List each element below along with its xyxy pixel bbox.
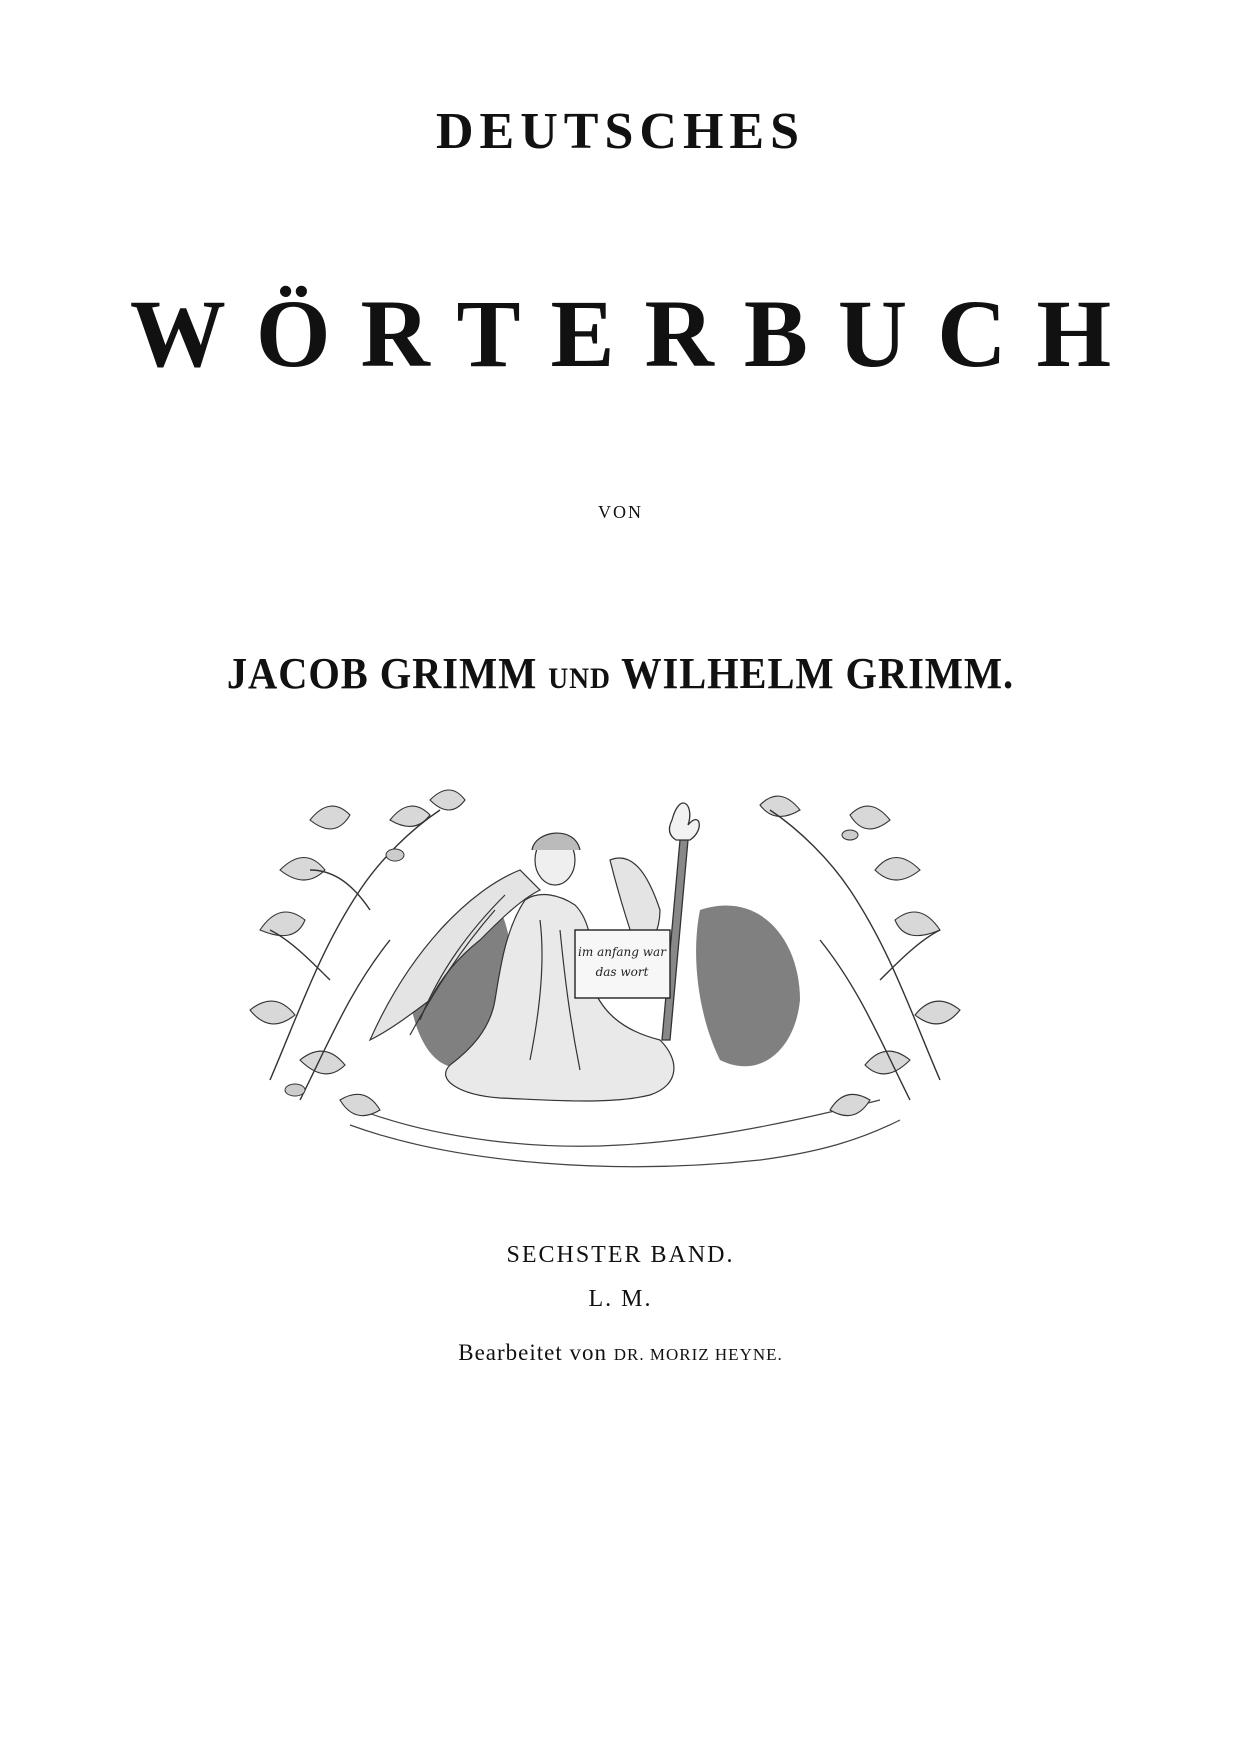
editor-title: DR.	[613, 1345, 650, 1364]
author-wilhelm: WILHELM GRIMM.	[621, 649, 1015, 698]
volume-band: SECHSTER BAND.	[506, 1242, 735, 1268]
byline-von: VON	[598, 502, 643, 522]
title-line-1: DEUTSCHES	[436, 103, 805, 160]
tablet-text-1: im anfang war	[578, 945, 666, 959]
author-und: UND	[548, 662, 611, 695]
editor-line	[0, 1340, 1241, 1366]
volume-letters: L. M.	[588, 1286, 653, 1312]
angel-vignette-illustration	[240, 780, 980, 1210]
editor-first-name: MORIZ	[649, 1345, 715, 1364]
author-jacob: JACOB GRIMM	[226, 649, 538, 698]
editor-last-name: HEYNE.	[714, 1345, 783, 1364]
editor-prefix: Bearbeitet von	[458, 1340, 614, 1365]
title-line-2: WÖRTERBUCH	[129, 280, 1142, 387]
authors-line	[50, 648, 1192, 699]
tablet-text-2: das wort	[595, 965, 649, 979]
